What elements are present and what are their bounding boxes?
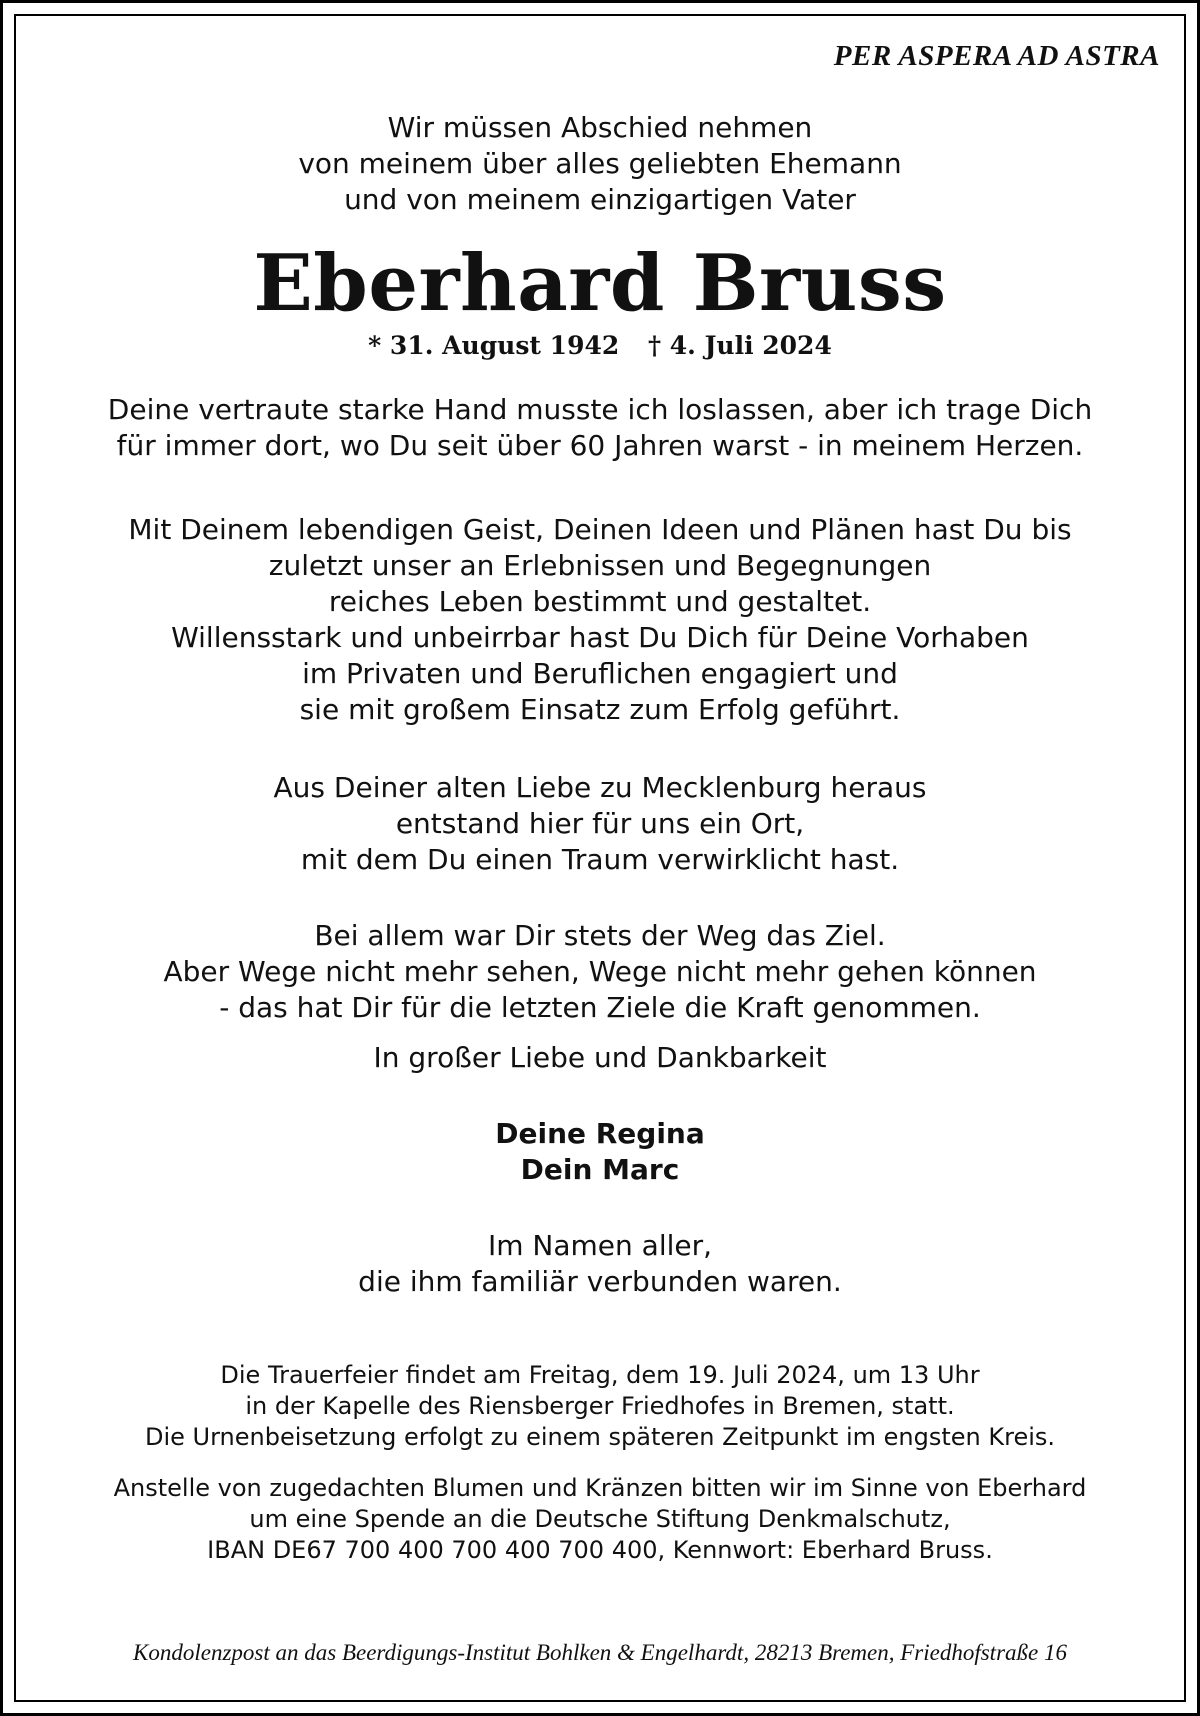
on-behalf-note [40,1228,1160,1300]
intro-line: und von meinem einzigartigen Vater [344,183,856,216]
paragraph-line: entstand hier für uns ein Ort, [395,807,805,840]
paragraph-line: Willensstark und unbeirrbar hast Du Dich für Deine Vorhaben [171,621,1029,654]
obituary-body [40,110,1160,1566]
service-line: Die Urnenbeisetzung erfolgt zu einem späteren Zeitpunkt im engsten Kreis. [144,1423,1056,1451]
signer-name: Dein Marc [520,1153,680,1186]
donation-line: um eine Spende an die Deutsche Stiftung Denkmalschutz, [249,1505,951,1533]
condolence-footer: Kondolenzpost an das Beerdigungs-Institut Bohlken & Engelhardt, 28213 Bremen, Friedhofstraße 16 [133,1640,1067,1665]
paragraph-line: - das hat Dir für die letzten Ziele die Kraft genommen. [219,991,981,1024]
birth-date: * 31. August 1942 [368,331,620,360]
paragraph-line: im Privaten und Beruflichen engagiert und [302,657,898,690]
paragraph-3 [40,770,1160,878]
paragraph-line: für immer dort, wo Du seit über 60 Jahren warst - in meinem Herzen. [116,429,1084,462]
motto: PER ASPERA AD ASTRA [833,40,1160,72]
paragraph-line: sie mit großem Einsatz zum Erfolg geführt. [299,693,901,726]
paragraph-line: Mit Deinem lebendigen Geist, Deinen Ideen und Plänen hast Du bis [128,513,1072,546]
closing-line: In großer Liebe und Dankbarkeit [373,1041,827,1074]
paragraph-line: Aus Deiner alten Liebe zu Mecklenburg heraus [273,771,927,804]
paragraph-line: Aber Wege nicht mehr sehen, Wege nicht mehr gehen können [163,955,1037,988]
service-notice [40,1360,1160,1453]
intro-line: von meinem über alles geliebten Ehemann [298,147,902,180]
signer-name: Deine Regina [495,1117,705,1150]
paragraph-line: Deine vertraute starke Hand musste ich loslassen, aber ich trage Dich [107,393,1093,426]
life-dates [40,330,1160,362]
paragraph-1 [40,392,1160,464]
deceased-name: Eberhard Bruss [253,238,947,329]
donation-line: IBAN DE67 700 400 700 400 700 400, Kennwort: Eberhard Bruss. [207,1536,993,1564]
on-behalf-line: Im Namen aller, [487,1229,713,1262]
paragraph-4 [40,918,1160,1026]
paragraph-line: Bei allem war Dir stets der Weg das Ziel. [314,919,886,952]
donation-notice [40,1473,1160,1566]
on-behalf-line: die ihm familiär verbunden waren. [358,1265,842,1298]
donation-line: Anstelle von zugedachten Blumen und Kränzen bitten wir im Sinne von Eberhard [113,1474,1087,1502]
intro-line: Wir müssen Abschied nehmen [387,111,813,144]
service-line: in der Kapelle des Riensberger Friedhofes in Bremen, statt. [245,1392,955,1420]
service-line: Die Trauerfeier findet am Freitag, dem 19. Juli 2024, um 13 Uhr [220,1361,980,1389]
paragraph-2 [40,512,1160,728]
death-date: † 4. Juli 2024 [647,331,832,360]
signers [40,1116,1160,1188]
paragraph-line: reiches Leben bestimmt und gestaltet. [328,585,872,618]
intro-text [40,110,1160,218]
paragraph-line: zuletzt unser an Erlebnissen und Begegnungen [268,549,932,582]
paragraph-line: mit dem Du einen Traum verwirklicht hast. [300,843,900,876]
